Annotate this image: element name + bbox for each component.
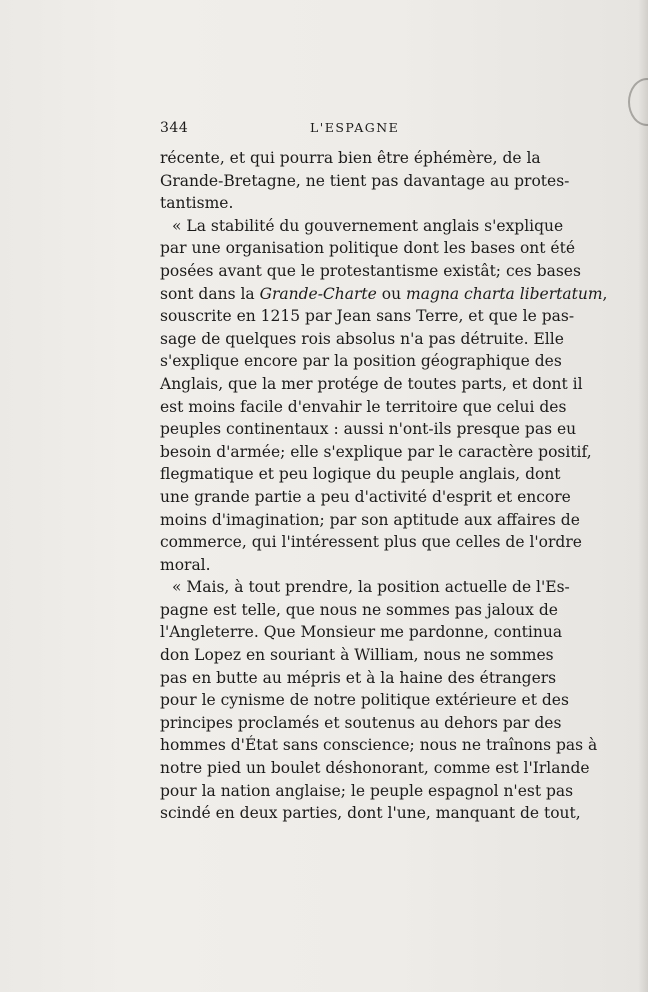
text-line: une grande partie a peu d'activité d'esprit et encore bbox=[160, 487, 571, 506]
body-text bbox=[160, 147, 608, 825]
text-line: scindé en deux parties, dont l'une, manquant de tout, bbox=[160, 804, 581, 823]
text-line: « La stabilité du gouvernement anglais s'explique bbox=[172, 216, 564, 235]
text-line: Anglais, que la mer protége de toutes parts, et dont il bbox=[160, 374, 583, 393]
text-line: besoin d'armée; elle s'explique par le caractère positif, bbox=[160, 442, 592, 461]
text-line: posées avant que le protestantisme existât; ces bases bbox=[160, 261, 581, 280]
text-line: pour la nation anglaise; le peuple espagnol n'est pas bbox=[160, 781, 574, 800]
running-title: L'ESPAGNE bbox=[310, 120, 400, 135]
text-line: « Mais, à tout prendre, la position actuelle de l'Es- bbox=[172, 578, 570, 597]
page-number: 344 bbox=[160, 120, 189, 136]
text-line: moins d'imagination; par son aptitude aux affaires de bbox=[160, 510, 580, 529]
text-line: commerce, qui l'intéressent plus que celles de l'ordre bbox=[160, 533, 582, 552]
text-line: pour le cynisme de notre politique extérieure et des bbox=[160, 691, 569, 710]
text-line: pas en butte au mépris et à la haine des étrangers bbox=[160, 668, 557, 687]
text-line: l'Angleterre. Que Monsieur me pardonne, continua bbox=[160, 623, 563, 642]
text-line: moral. bbox=[160, 555, 211, 574]
text-line: par une organisation politique dont les bases ont été bbox=[160, 239, 576, 258]
binding-ring-mark bbox=[628, 78, 648, 126]
text-line: s'explique encore par la position géographique des bbox=[160, 352, 562, 371]
text-line: peuples continentaux : aussi n'ont-ils presque pas eu bbox=[160, 420, 577, 439]
text-line: pagne est telle, que nous ne sommes pas jaloux de bbox=[160, 600, 558, 619]
text-line: est moins facile d'envahir le territoire que celui des bbox=[160, 397, 567, 416]
running-head bbox=[160, 120, 530, 140]
text-line: récente, et qui pourra bien être éphémère, de la bbox=[160, 149, 541, 167]
text-line: flegmatique et peu logique du peuple anglais, dont bbox=[160, 465, 561, 484]
text-line: don Lopez en souriant à William, nous ne sommes bbox=[160, 646, 554, 665]
text-line: souscrite en 1215 par Jean sans Terre, et que le pas- bbox=[160, 307, 575, 326]
text-line: Grande-Bretagne, ne tient pas davantage au protes- bbox=[160, 171, 570, 190]
text-line: hommes d'État sans conscience; nous ne traînons pas à bbox=[160, 736, 598, 755]
page-edge-shadow bbox=[638, 0, 648, 992]
text-line: sont dans la Grande-Charte ou magna charta libertatum, bbox=[160, 284, 608, 303]
text-line: notre pied un boulet déshonorant, comme est l'Irlande bbox=[160, 759, 590, 778]
text-line: tantisme. bbox=[160, 194, 234, 213]
text-line: sage de quelques rois absolus n'a pas détruite. Elle bbox=[160, 329, 564, 348]
text-line: principes proclamés et soutenus au dehors par des bbox=[160, 713, 562, 732]
